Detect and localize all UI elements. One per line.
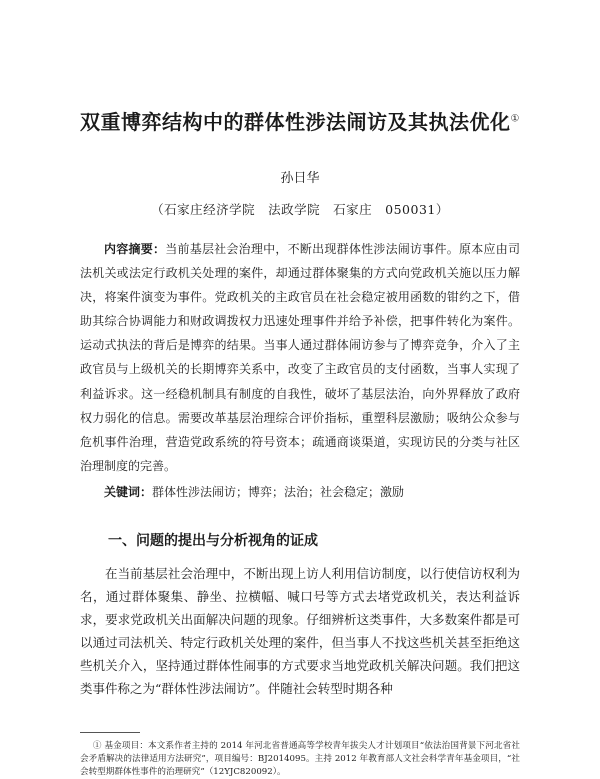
title-footnote-mark: ①	[510, 113, 520, 125]
footnote: ① 基金项目：本文系作者主持的 2014 年河北省普通高等学校青年拔尖人才计划项目“依法治国背景下河北省社会矛盾解决的法律适用方法研究”，项目编号：BJ2014095。主持 2012 年教育部人文社会科学青年基金项目，“社会转型期群体性事件的治理研究”（12YJC820092）。	[80, 741, 520, 777]
section-heading: 一、问题的提出与分析视角的证成	[108, 533, 318, 549]
section-body-text: 在当前基层社会治理中，不断出现上访人利用信访制度，以行使信访权利为名，通过群体聚集、静坐、拉横幅、喊口号等方式去堵党政机关，表达利益诉求，要求党政机关出面解决问题的现象。仔细辨析这类事件，大多数案件都是可以通过司法机关、特定行政机关处理的案件，但当事人不找这些机关甚至拒绝这些机关介入，坚持通过群体性闹事的方式要求当地党政机关解决问题。我们把这类事件称之为“群体性涉法闹访”。伴随社会转型时期各种	[80, 566, 520, 697]
keywords-label: 关键词：	[104, 485, 153, 499]
keywords	[80, 481, 520, 503]
keywords-text: 群体性涉法闹访；博弈；法治；社会稳定；激励	[152, 485, 405, 499]
abstract-text: 当前基层社会治理中，不断出现群体性涉法闹访事件。原本应由司法机关或法定行政机关处理的案件，却通过群体聚集的方式向党政机关施以压力解决，将案件演变为事件。党政机关的主政官员在社会稳定被用函数的钳约之下，借助其综合协调能力和财政调拨权力迅速处理事件并给予补偿，把事件转化为案件。运动式执法的背后是博弈的结果。当事人通过群体闹访参与了博弈竞争，介入了主政官员与上级机关的长期博弈关系中，改变了主政官员的支付函数，当事人实现了利益诉求。这一经稳机制具有制度的自我性，破坏了基层法治，向外界释放了政府权力弱化的信息。需要改革基层治理综合评价指标，重塑科层激励；吸纳公众参与危机事件治理，营造党政系统的符号资本；疏通商谈渠道，实现访民的分类与社区治理制度的完善。	[80, 242, 520, 473]
paper-title	[40, 106, 560, 135]
abstract-label: 内容摘要：	[104, 242, 166, 256]
footnote-separator	[80, 732, 140, 733]
author-affiliation: （石家庄经济学院 法政学院 石家庄 050031）	[151, 202, 449, 217]
author-name: 孙日华	[280, 171, 320, 186]
abstract	[80, 237, 520, 478]
paper-title-text: 双重博弈结构中的群体性涉法闹访及其执法优化	[80, 110, 511, 134]
